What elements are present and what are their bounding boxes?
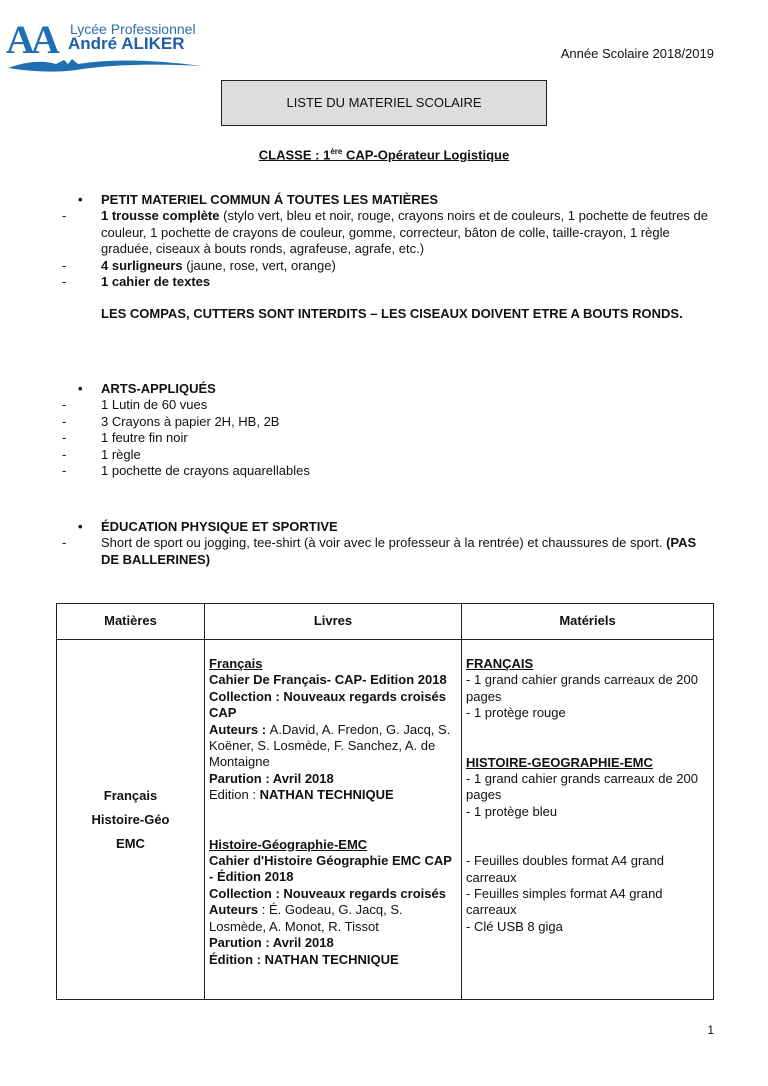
subject-cell: Français Histoire-Géo EMC: [57, 640, 205, 1000]
section-arts: • ARTS-APPLIQUÉS - 1 Lutin de 60 vues - 3 Crayons à papier 2H, HB, 2B - 1 feutre fin noir - 1 règle - 1 pochette de crayons aquarellables: [62, 381, 712, 479]
school-logo: [6, 18, 206, 73]
bullet-icon: •: [78, 192, 83, 207]
list-item: - 1 feutre fin noir: [62, 430, 188, 446]
logo-line2: André ALIKER: [68, 34, 185, 53]
col-header: Livres: [205, 604, 462, 640]
list-item: - 1 cahier de textes: [62, 274, 211, 290]
bullet-icon: •: [78, 519, 83, 534]
class-name: CLASSE : 1ère CAP-Opérateur Logistique: [258, 147, 510, 163]
school-year: Année Scolaire 2018/2019: [560, 46, 714, 61]
section-petit-materiel: [62, 192, 712, 323]
logo-initials: AA: [6, 17, 56, 62]
books-cell: Français Cahier De Français- CAP- Edition 2018 Collection : Nouveaux regards croisés CAP Auteurs : A.David, A. Fredon, G. Jacq, S. Koëner, S. Losmède, F. Sanchez, A. de Montaigne Parution : Avril 2018 Edition : NATHAN TECHNIQUE Histoire-Géographie-EMC Cahier d'Histoire Géographie EMC CAP - Édition 2018 Collection : Nouveaux regards croisés Auteurs : É. Godeau, G. Jacq, S. Losmède, A. Monot, R. Tissot Parution : Avril 2018 Édition : NATHAN TECHNIQUE: [205, 640, 462, 1000]
list-item: - 1 trousse complète (stylo vert, bleu et noir, rouge, crayons noirs et de couleurs, 1 pochette de feutres de couleur, 1 pochette de crayons de couleur, gomme, correcteur, bâton de colle, taille-crayon, 1 règle graduée, ciseaux à bouts ronds, agrafeuse, agrafe, etc.): [62, 208, 708, 257]
col-header: Matières: [57, 604, 205, 640]
section-heading: • PETIT MATERIEL COMMUN Á TOUTES LES MATIÈRES: [78, 192, 439, 207]
list-item: - Short de sport ou jogging, tee-shirt (à voir avec le professeur à la rentrée) et chaussures de sport. (PAS DE BALLERINES): [62, 535, 697, 567]
page-title: LISTE DU MATERIEL SCOLAIRE: [221, 80, 547, 126]
logo-line1: Lycée Professionnel: [70, 21, 196, 37]
list-item: - 3 Crayons à papier 2H, HB, 2B: [62, 413, 280, 429]
list-item: - 1 règle: [62, 446, 141, 462]
materials-cell: FRANÇAIS - 1 grand cahier grands carreaux de 200 pages - 1 protège rouge HISTOIRE-GEOGRAPHIE-EMC - 1 grand cahier grands carreaux de 200 pages - 1 protège bleu - Feuilles doubles format A4 grand carreaux - Feuilles simples format A4 grand carreaux - Clé USB 8 giga: [462, 640, 714, 1000]
list-item: - 1 Lutin de 60 vues: [62, 397, 208, 413]
materials-table: [56, 603, 714, 1000]
warning-text: LES COMPAS, CUTTERS SONT INTERDITS – LES CISEAUX DOIVENT ETRE A BOUTS RONDS.: [101, 306, 683, 322]
wave-icon: [6, 54, 206, 74]
section-eps: • ÉDUCATION PHYSIQUE ET SPORTIVE - Short de sport ou jogging, tee-shirt (à voir avec le professeur à la rentrée) et chaussures de sport. (PAS DE BALLERINES): [62, 519, 712, 568]
list-item: - 1 pochette de crayons aquarellables: [62, 463, 310, 479]
col-header: Matériels: [462, 604, 714, 640]
page-number: 1: [707, 1023, 714, 1037]
bullet-icon: •: [78, 381, 83, 396]
list-item: - 4 surligneurs (jaune, rose, vert, orange): [62, 257, 336, 273]
